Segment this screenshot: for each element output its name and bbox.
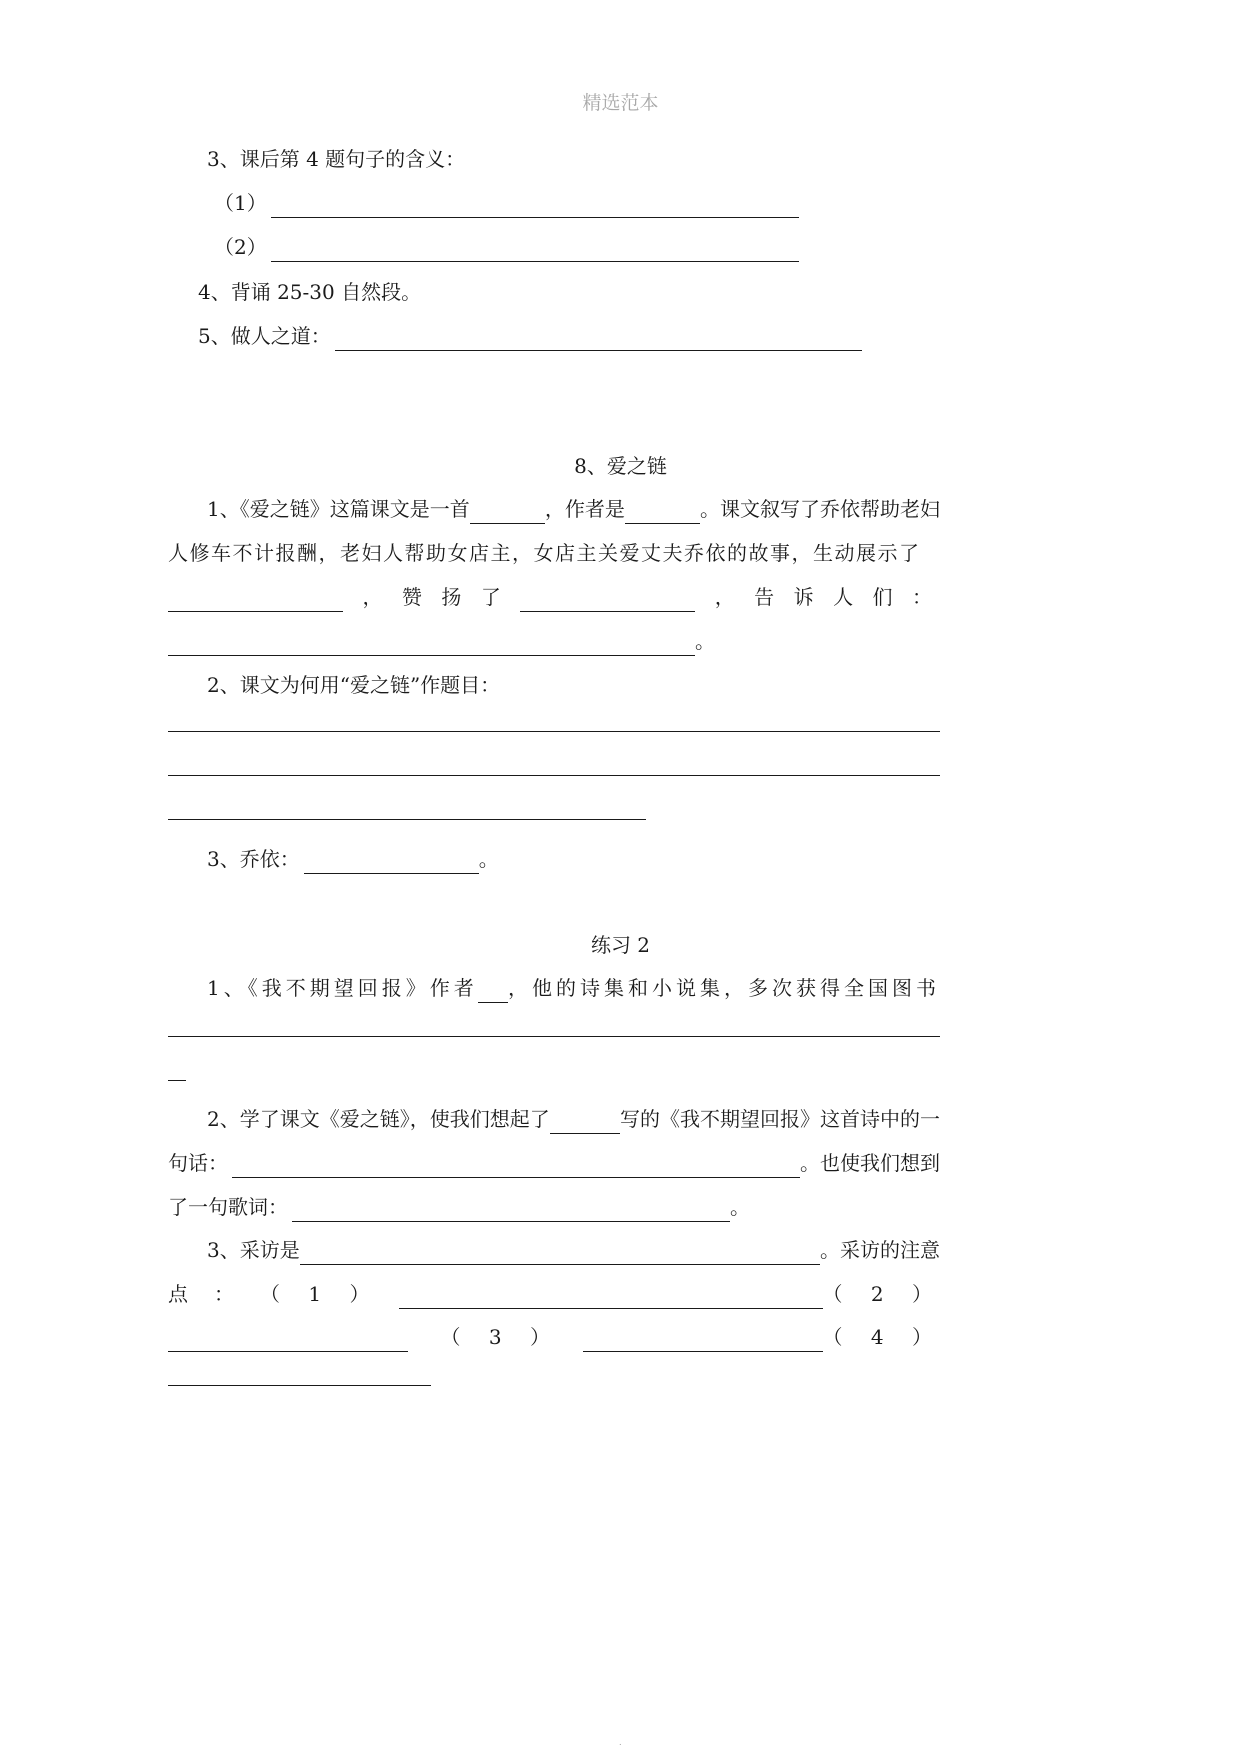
ex2-q2-text-a: 2、学了课文《爱之链》，使我们想起了 [207, 1107, 550, 1131]
ex2-q3-line1 [207, 1235, 940, 1265]
sec8-q3-text: 3、乔依： [207, 847, 300, 871]
answer-line[interactable] [168, 1385, 431, 1386]
ex2-q3-text-b: 。采访的注意 [820, 1238, 940, 1262]
ex2-q2-text-f: 。 [730, 1195, 750, 1219]
answer-blank[interactable] [550, 1111, 620, 1134]
sec8-q1-l3-char: 人 [833, 585, 854, 609]
sec8-q1-l3-char: 扬 [441, 585, 462, 609]
answer-blank[interactable] [304, 851, 479, 874]
page-footer-dot: . [619, 1738, 622, 1747]
answer-blank[interactable] [168, 589, 343, 612]
sec8-q1-text-a: 1、《爱之链》这篇课文是一首 [207, 497, 470, 521]
ex2-q2-text-b: 写的《我不期望回报》这首诗中的一 [620, 1107, 940, 1131]
answer-line[interactable] [168, 775, 940, 776]
sec8-q1-text-line2: 人修车不计报酬，老妇人帮助女店主，女店主关爱丈夫乔依的故事，生动展示了 [168, 541, 921, 565]
ex2-q3-point2: （ 2 ） [822, 1282, 932, 1306]
sec8-q1-l3-char: 们 [872, 585, 893, 609]
sec7-q4 [198, 277, 421, 307]
answer-blank[interactable] [478, 980, 508, 1003]
ex2-q3-text-a: 3、采访是 [207, 1238, 300, 1262]
answer-blank[interactable] [271, 195, 799, 218]
ex2-title: 练习 2 [590, 933, 651, 957]
sec7-q3 [207, 144, 465, 174]
answer-blank[interactable] [168, 1329, 408, 1352]
sec8-q1-l3-colon: ： [911, 585, 932, 609]
ex2-q2-line1 [207, 1104, 940, 1134]
ex2-q3-text-c: 点 [168, 1282, 188, 1306]
ex2-q3-text-d: ： [214, 1282, 234, 1306]
answer-blank[interactable] [335, 328, 862, 351]
sec8-q1-line4 [168, 626, 715, 656]
sec8-q1-l3-char: 了 [480, 585, 501, 609]
ex2-q1-line1 [207, 973, 940, 1003]
sec7-q3-item2-label: （2） [214, 235, 267, 259]
answer-blank[interactable] [292, 1199, 730, 1222]
sec8-q1-line1 [207, 494, 940, 524]
sec8-q2 [207, 670, 500, 700]
sec8-q3 [207, 844, 499, 874]
sec7-q5 [198, 321, 862, 351]
ex2-q3-point3: （ 3 ） [440, 1325, 550, 1349]
ex2-q3-line2 [168, 1279, 932, 1309]
ex2-q2-line2 [168, 1148, 940, 1178]
answer-blank[interactable] [168, 633, 695, 656]
answer-blank[interactable] [232, 1155, 800, 1178]
sec7-q3-item1-label: （1） [214, 191, 267, 215]
sec8-q1-l3-comma: ， [362, 585, 383, 609]
sec7-q5-text: 5、做人之道： [198, 324, 331, 348]
answer-line[interactable] [168, 819, 646, 820]
answer-line[interactable] [168, 1036, 940, 1037]
answer-blank[interactable] [271, 239, 799, 262]
ex2-q2-line3 [168, 1192, 750, 1222]
sec7-q4-text: 4、背诵 25-30 自然段。 [198, 280, 422, 304]
sec8-q1-l3-char: 诉 [793, 585, 814, 609]
answer-line[interactable] [168, 1080, 186, 1081]
sec8-q1-text-b: ，作者是 [544, 497, 625, 521]
sec8-q1-l3-char: 赞 [401, 585, 422, 609]
answer-blank[interactable] [399, 1286, 822, 1309]
sec7-q3-item2 [214, 232, 799, 262]
ex2-q3-line3 [168, 1322, 932, 1352]
answer-blank[interactable] [583, 1329, 823, 1352]
ex2-q2-text-d: 。也使我们想到 [800, 1151, 940, 1175]
answer-blank[interactable] [520, 589, 695, 612]
sec7-q3-item1 [214, 188, 799, 218]
answer-blank[interactable] [625, 501, 700, 524]
sec7-q3-text: 3、课后第 4 题句子的含义： [207, 147, 466, 171]
sec8-q1-l3-comma: ， [714, 585, 735, 609]
sec8-q1-end: 。 [695, 629, 715, 653]
sec8-title: 8、爱之链 [574, 454, 667, 478]
ex2-q1-text-a: 1、《我不期望回报》作者 [207, 976, 478, 1000]
sec8-q2-text: 2、课文为何用“爱之链”作题目： [207, 673, 501, 697]
page-header: 精选范本 [582, 92, 659, 114]
sec8-q1-text-c: 。课文叙写了乔依帮助老妇 [699, 497, 940, 521]
answer-line[interactable] [168, 731, 940, 732]
answer-blank[interactable] [470, 501, 545, 524]
ex2-q2-text-c: 句话： [168, 1151, 228, 1175]
ex2-q3-point4: （ 4 ） [822, 1325, 932, 1349]
ex2-q2-text-e: 了一句歌词： [168, 1195, 288, 1219]
answer-blank[interactable] [300, 1242, 820, 1265]
sec8-q1-line3 [168, 582, 932, 612]
sec8-q1-l3-char: 告 [754, 585, 775, 609]
sec8-q1-line2 [168, 538, 940, 568]
ex2-q3-point1: （ 1 ） [260, 1282, 370, 1306]
sec8-q3-end: 。 [478, 847, 499, 871]
ex2-q1-text-b: ，他的诗集和小说集，多次获得全国图书 [508, 976, 940, 1000]
